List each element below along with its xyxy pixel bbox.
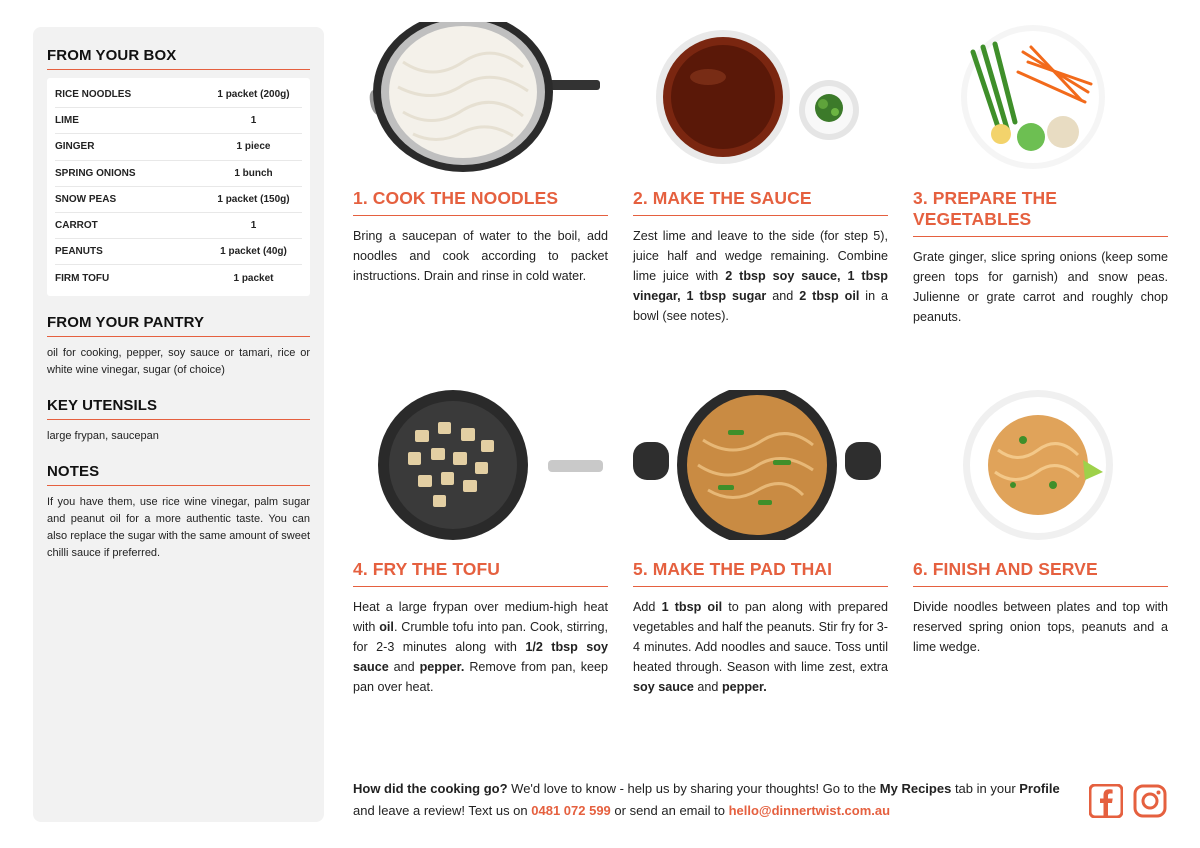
pad-thai-pan-image [633,390,888,540]
instruction-text: . Crumble tofu into pan. Cook, stirring, for 2-3 minutes along with [353,620,608,654]
noodles-colander-image [353,22,608,172]
step-text [913,247,1168,327]
bold-ingredient: pepper. [419,660,465,674]
review-footer: How did the cooking go? We'd love to know - help us by sharing your thoughts! Go to the My Recipes tab in your Profile and leave a review! Text us on 0481 072 599 or send an email to hello@dinnertwist.com.au [353,781,1060,818]
instruction-text: in a bowl (see notes). [633,289,889,323]
step-5 [633,390,888,697]
step-title: 4. FRY THE TOFU [353,559,608,587]
step-1 [353,22,608,286]
ingredient-qty: 1 bunch [234,167,273,179]
step-title: 1. COOK THE NOODLES [353,188,608,216]
ingredient-row [55,82,302,108]
tofu-frypan-image [353,390,608,540]
ingredient-qty: 1 packet (40g) [220,246,287,258]
ingredient-qty: 1 [250,220,257,232]
profile-link[interactable]: Profile [1019,781,1060,796]
footer-question: How did the cooking go? [353,781,508,796]
ingredient-qty: 1 packet [233,272,274,284]
ingredient-row [55,187,302,213]
pantry-heading: FROM YOUR PANTRY [47,314,310,337]
sauce-bowl-image [633,22,888,172]
served-plate-image [913,390,1168,540]
bold-ingredient: pepper. [721,680,767,694]
ingredient-name: LIME [55,115,79,127]
bold-ingredient: 2 tbsp oil [799,289,860,303]
step-6 [913,390,1168,657]
box-ingredients-table [47,78,310,296]
ingredient-row [55,161,302,187]
ingredient-name: SNOW PEAS [55,193,117,205]
utensils-text: large frypan, saucepan [47,429,159,442]
notes-text: If you have them, use rice wine vinegar, palm sugar and peanut oil for a more authentic taste. You can also replace the sugar with the same amount of sweet chilli sauce if preferred. [47,495,310,559]
ingredient-row [55,134,302,160]
my-recipes-link[interactable]: My Recipes [879,781,952,796]
step-text [633,226,888,326]
utensils-heading: KEY UTENSILS [47,397,310,420]
instruction-text: Bring a saucepan of water to the boil, add noodles and cook according to packet instructions. Drain and rinse in cold water. [353,229,608,283]
ingredient-name: CARROT [55,220,98,232]
ingredient-qty: 1 packet (150g) [217,193,290,205]
vegetables-plate-image [913,22,1168,172]
instruction-text: and [766,289,800,303]
ingredient-row [55,108,302,134]
instagram-icon[interactable] [1133,784,1167,818]
step-text [353,226,608,286]
ingredient-name: SPRING ONIONS [55,167,136,179]
ingredient-qty: 1 [250,115,257,127]
ingredient-row [55,265,302,291]
ingredient-row [55,213,302,239]
ingredient-row [55,239,302,265]
instruction-text: Remove from pan, keep pan over heat. [353,660,608,694]
notes-heading: NOTES [47,463,310,486]
ingredient-qty: 1 piece [236,141,271,153]
ingredient-qty: 1 packet (200g) [217,89,290,101]
pantry-text: oil for cooking, pepper, soy sauce or tamari, rice or white wine vinegar, sugar (of choice) [47,346,310,376]
bold-ingredient: 2 tbsp soy sauce, 1 tbsp vinegar, 1 tbsp sugar [633,269,888,303]
email-link[interactable]: hello@dinnertwist.com.au [728,803,891,818]
instruction-text: and [388,660,420,674]
ingredient-name: FIRM TOFU [55,272,110,284]
step-title: 3. PREPARE THE VEGETABLES [913,188,1168,237]
step-2 [633,22,888,326]
step-text [913,597,1168,657]
instruction-text: Zest lime and leave to the side (for step 5), juice half and wedge remaining. Combine lime juice with [633,229,888,283]
bold-ingredient: oil [379,620,394,634]
bold-ingredient: soy sauce [633,680,694,694]
step-3 [913,22,1168,327]
step-title: 5. MAKE THE PAD THAI [633,559,888,587]
step-4 [353,390,608,697]
ingredient-name: GINGER [55,141,95,153]
instruction-text: Grate ginger, slice spring onions (keep some green tops for garnish) and snow peas. Julienne or grate carrot and roughly chop peanuts. [913,250,1168,324]
ingredient-name: RICE NOODLES [55,89,132,101]
ingredients-sidebar [33,27,324,822]
step-title: 6. FINISH AND SERVE [913,559,1168,587]
bold-ingredient: 1/2 tbsp soy sauce [353,640,608,674]
phone-link[interactable]: 0481 072 599 [531,803,611,818]
instruction-text: and [693,680,722,694]
step-title: 2. MAKE THE SAUCE [633,188,888,216]
instruction-text: to pan along with prepared vegetables and half the peanuts. Stir fry for 3-4 minutes. Add noodles and sauce. Toss until heated through. Season with lime zest, extra [633,600,888,674]
facebook-icon[interactable] [1089,784,1123,818]
ingredient-name: PEANUTS [55,246,103,258]
step-text [633,597,888,697]
box-heading: FROM YOUR BOX [47,47,310,70]
instruction-text: Add [633,600,662,614]
instruction-text: Divide noodles between plates and top with reserved spring onion tops, peanuts and a lime wedge. [913,600,1168,654]
bold-ingredient: 1 tbsp oil [661,600,723,614]
instruction-text: Heat a large frypan over medium-high heat with [353,600,608,634]
step-text [353,597,608,697]
